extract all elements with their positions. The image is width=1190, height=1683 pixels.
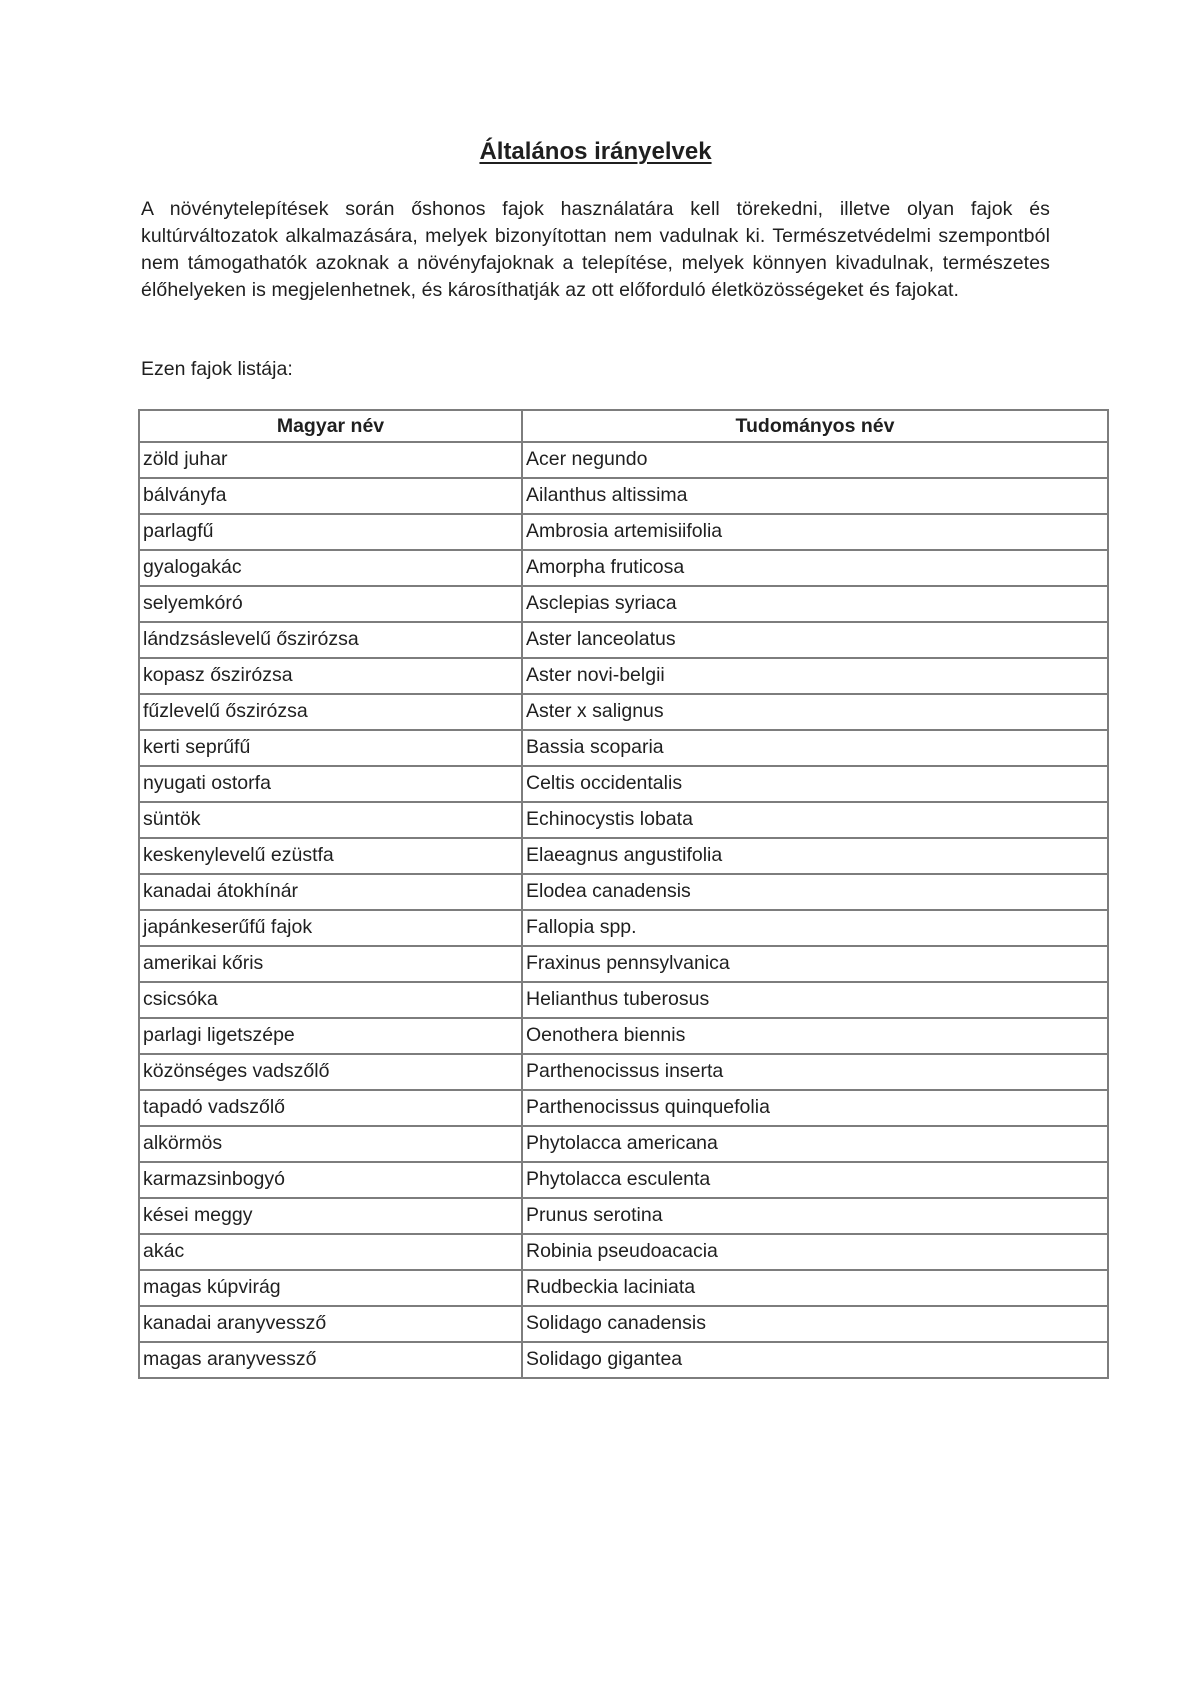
- hungarian-name-cell: keskenylevelű ezüstfa: [139, 838, 522, 874]
- scientific-name-cell: Robinia pseudoacacia: [522, 1234, 1108, 1270]
- hungarian-name-cell: süntök: [139, 802, 522, 838]
- hungarian-name-cell: magas kúpvirág: [139, 1270, 522, 1306]
- hungarian-name-cell: kanadai aranyvessző: [139, 1306, 522, 1342]
- hungarian-name-cell: lándzsáslevelű őszirózsa: [139, 622, 522, 658]
- table-row: [139, 478, 1108, 514]
- hungarian-name-cell: magas aranyvessző: [139, 1342, 522, 1378]
- hungarian-name-cell: tapadó vadszőlő: [139, 1090, 522, 1126]
- hungarian-name-cell: zöld juhar: [139, 442, 522, 478]
- hungarian-name-cell: japánkeserűfű fajok: [139, 910, 522, 946]
- table-row: [139, 622, 1108, 658]
- table-row: [139, 1306, 1108, 1342]
- hungarian-name-cell: fűzlevelű őszirózsa: [139, 694, 522, 730]
- scientific-name-cell: Fraxinus pennsylvanica: [522, 946, 1108, 982]
- scientific-name-cell: Prunus serotina: [522, 1198, 1108, 1234]
- hungarian-name-cell: karmazsinbogyó: [139, 1162, 522, 1198]
- scientific-name-cell: Ailanthus altissima: [522, 478, 1108, 514]
- hungarian-name-cell: kései meggy: [139, 1198, 522, 1234]
- table-row: [139, 730, 1108, 766]
- table-row: [139, 838, 1108, 874]
- table-row: [139, 1342, 1108, 1378]
- hungarian-name-cell: bálványfa: [139, 478, 522, 514]
- table-row: [139, 982, 1108, 1018]
- hungarian-name-cell: akác: [139, 1234, 522, 1270]
- table-row: [139, 802, 1108, 838]
- hungarian-name-cell: parlagfű: [139, 514, 522, 550]
- table-row: [139, 874, 1108, 910]
- scientific-name-column-header: Tudományos név: [522, 410, 1108, 442]
- scientific-name-cell: Asclepias syriaca: [522, 586, 1108, 622]
- hungarian-name-cell: közönséges vadszőlő: [139, 1054, 522, 1090]
- hungarian-name-cell: kanadai átokhínár: [139, 874, 522, 910]
- scientific-name-cell: Parthenocissus inserta: [522, 1054, 1108, 1090]
- table-row: [139, 1162, 1108, 1198]
- table-row: [139, 658, 1108, 694]
- scientific-name-cell: Aster x salignus: [522, 694, 1108, 730]
- scientific-name-cell: Fallopia spp.: [522, 910, 1108, 946]
- header-row: [139, 410, 1108, 442]
- scientific-name-cell: Aster novi-belgii: [522, 658, 1108, 694]
- table-row: [139, 946, 1108, 982]
- table-row: [139, 910, 1108, 946]
- table-row: [139, 442, 1108, 478]
- hungarian-name-cell: nyugati ostorfa: [139, 766, 522, 802]
- hungarian-name-cell: gyalogakác: [139, 550, 522, 586]
- table-row: [139, 1018, 1108, 1054]
- species-table: [138, 409, 1109, 1379]
- scientific-name-cell: Solidago canadensis: [522, 1306, 1108, 1342]
- table-row: [139, 694, 1108, 730]
- page-title: [141, 138, 1050, 166]
- scientific-name-cell: Phytolacca esculenta: [522, 1162, 1108, 1198]
- species-table-header: [139, 410, 1108, 442]
- table-row: [139, 1054, 1108, 1090]
- hungarian-name-column-header: Magyar név: [139, 410, 522, 442]
- hungarian-name-cell: kopasz őszirózsa: [139, 658, 522, 694]
- scientific-name-cell: Ambrosia artemisiifolia: [522, 514, 1108, 550]
- table-row: [139, 1270, 1108, 1306]
- table-row: [139, 550, 1108, 586]
- table-row: [139, 1090, 1108, 1126]
- scientific-name-cell: Rudbeckia laciniata: [522, 1270, 1108, 1306]
- scientific-name-cell: Phytolacca americana: [522, 1126, 1108, 1162]
- scientific-name-cell: Parthenocissus quinquefolia: [522, 1090, 1108, 1126]
- hungarian-name-cell: parlagi ligetszépe: [139, 1018, 522, 1054]
- scientific-name-cell: Aster lanceolatus: [522, 622, 1108, 658]
- scientific-name-cell: Solidago gigantea: [522, 1342, 1108, 1378]
- hungarian-name-cell: amerikai kőris: [139, 946, 522, 982]
- intro-paragraph: A növénytelepítések során őshonos fajok használatára kell törekedni, illetve olyan fajok és kultúrváltozatok alkalmazására, melyek bizonyítottan nem vadulnak ki. Természetvédelmi szempontból nem támogathatók azoknak a növényfajoknak a telepítése, melyek könnyen kivadulnak, természetes élőhelyeken is megjelenhetnek, és károsíthatják az ott előforduló életközösségeket és fajokat.: [141, 198, 1050, 301]
- hungarian-name-cell: alkörmös: [139, 1126, 522, 1162]
- scientific-name-cell: Amorpha fruticosa: [522, 550, 1108, 586]
- table-row: [139, 1234, 1108, 1270]
- scientific-name-cell: Bassia scoparia: [522, 730, 1108, 766]
- scientific-name-cell: Elodea canadensis: [522, 874, 1108, 910]
- table-row: [139, 766, 1108, 802]
- hungarian-name-cell: kerti seprűfű: [139, 730, 522, 766]
- scientific-name-cell: Echinocystis lobata: [522, 802, 1108, 838]
- species-list-intro: Ezen fajok listája:: [141, 358, 293, 380]
- table-row: [139, 1126, 1108, 1162]
- scientific-name-cell: Celtis occidentalis: [522, 766, 1108, 802]
- species-table-body: [139, 442, 1108, 1378]
- hungarian-name-cell: csicsóka: [139, 982, 522, 1018]
- scientific-name-cell: Oenothera biennis: [522, 1018, 1108, 1054]
- scientific-name-cell: Elaeagnus angustifolia: [522, 838, 1108, 874]
- table-row: [139, 586, 1108, 622]
- hungarian-name-cell: selyemkóró: [139, 586, 522, 622]
- page-title-text: Általános irányelvek: [479, 138, 712, 165]
- scientific-name-cell: Helianthus tuberosus: [522, 982, 1108, 1018]
- table-row: [139, 1198, 1108, 1234]
- table-row: [139, 514, 1108, 550]
- scientific-name-cell: Acer negundo: [522, 442, 1108, 478]
